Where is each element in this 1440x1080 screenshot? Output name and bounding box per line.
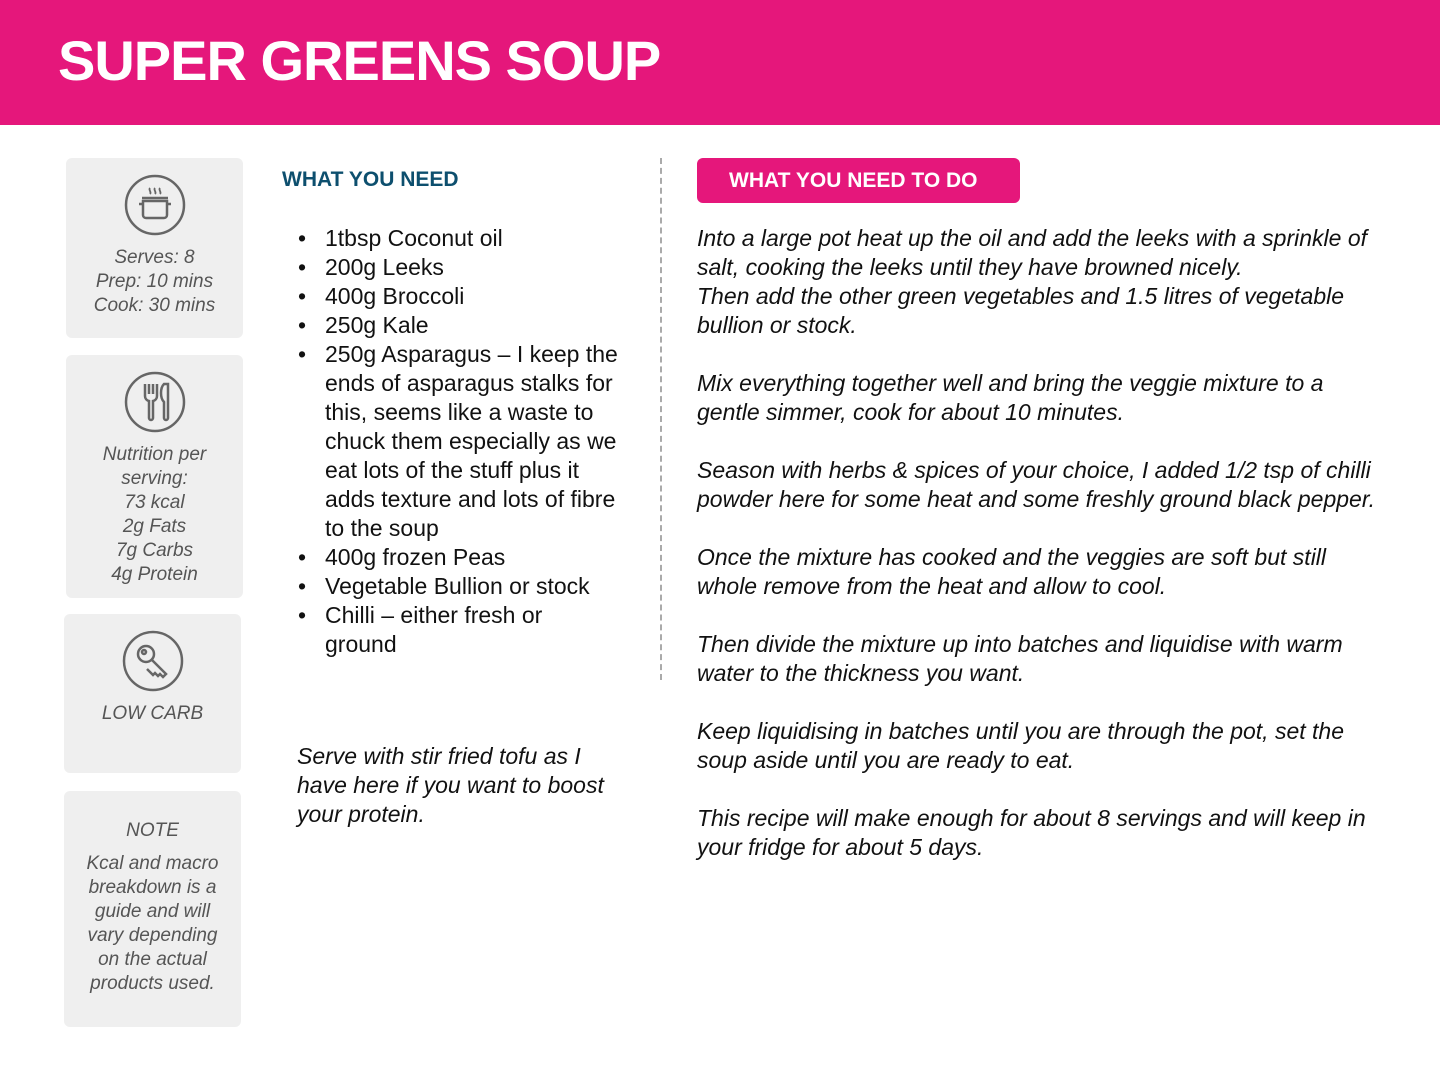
note-card: [64, 791, 241, 1027]
ingredient-item: • 1tbsp Coconut oil: [298, 224, 618, 253]
ingredient-item: • 200g Leeks: [298, 253, 618, 282]
cooking-pot-icon: [124, 174, 186, 236]
nutrition-card: [66, 355, 243, 598]
timing-text: Serves: 8 Prep: 10 mins Cook: 30 mins: [93, 247, 216, 316]
method-step: Into a large pot heat up the oil and add the leeks with a sprinkle of salt, cooking the leeks until they have browned nicely. Then add the other green vegetables and 1.5 litres of vegetable bullion or stock.: [697, 225, 1367, 338]
method-step: This recipe will make enough for about 8 servings and will keep in your fridge for about 5 days.: [697, 805, 1366, 860]
method-steps: [697, 224, 1377, 891]
ingredient-item: • 400g Broccoli: [298, 282, 618, 311]
ingredient-item: • 400g frozen Peas: [298, 543, 618, 572]
method-step: Once the mixture has cooked and the veggies are soft but still whole remove from the heat and allow to cool.: [697, 544, 1327, 599]
key-icon: [122, 630, 184, 692]
fork-knife-icon: [124, 371, 186, 433]
diet-label: LOW CARB: [101, 703, 204, 724]
method-step: Keep liquidising in batches until you are through the pot, set the soup aside until you are ready to eat.: [697, 718, 1344, 773]
ingredient-list: [298, 224, 618, 659]
ingredient-item: • 250g Kale: [298, 311, 618, 340]
method-step: Then divide the mixture up into batches and liquidise with warm water to the thickness you want.: [697, 631, 1343, 686]
ingredient-item: • Chilli – either fresh or ground: [298, 601, 618, 659]
recipe-title: SUPER GREENS SOUP: [58, 29, 661, 92]
ingredient-item: • 250g Asparagus – I keep the ends of asparagus stalks for this, seems like a waste to chuck them especially as we eat lots of the stuff plus it adds texture and lots of fibre to the soup: [298, 340, 618, 543]
serving-note: Serve with stir fried tofu as I have here if you want to boost your protein.: [297, 743, 604, 827]
timing-card: [66, 158, 243, 338]
nutrition-text: Nutrition per serving: 73 kcal 2g Fats 7g Carbs 4g Protein: [102, 444, 207, 585]
header: [0, 0, 1440, 125]
ingredient-item: • Vegetable Bullion or stock: [298, 572, 618, 601]
method-heading: WHAT YOU NEED TO DO: [697, 158, 1020, 203]
diet-card: [64, 614, 241, 773]
ingredients-heading: WHAT YOU NEED: [282, 168, 459, 191]
note-title: NOTE: [126, 820, 179, 841]
column-divider: [660, 158, 662, 680]
note-text: Kcal and macro breakdown is a guide and will vary depending on the actual products used.: [86, 853, 219, 994]
method-step: Mix everything together well and bring the veggie mixture to a gentle simmer, cook for about 10 minutes.: [697, 370, 1324, 425]
method-step: Season with herbs & spices of your choice, I added 1/2 tsp of chilli powder here for some heat and some freshly ground black pepper.: [697, 457, 1376, 512]
